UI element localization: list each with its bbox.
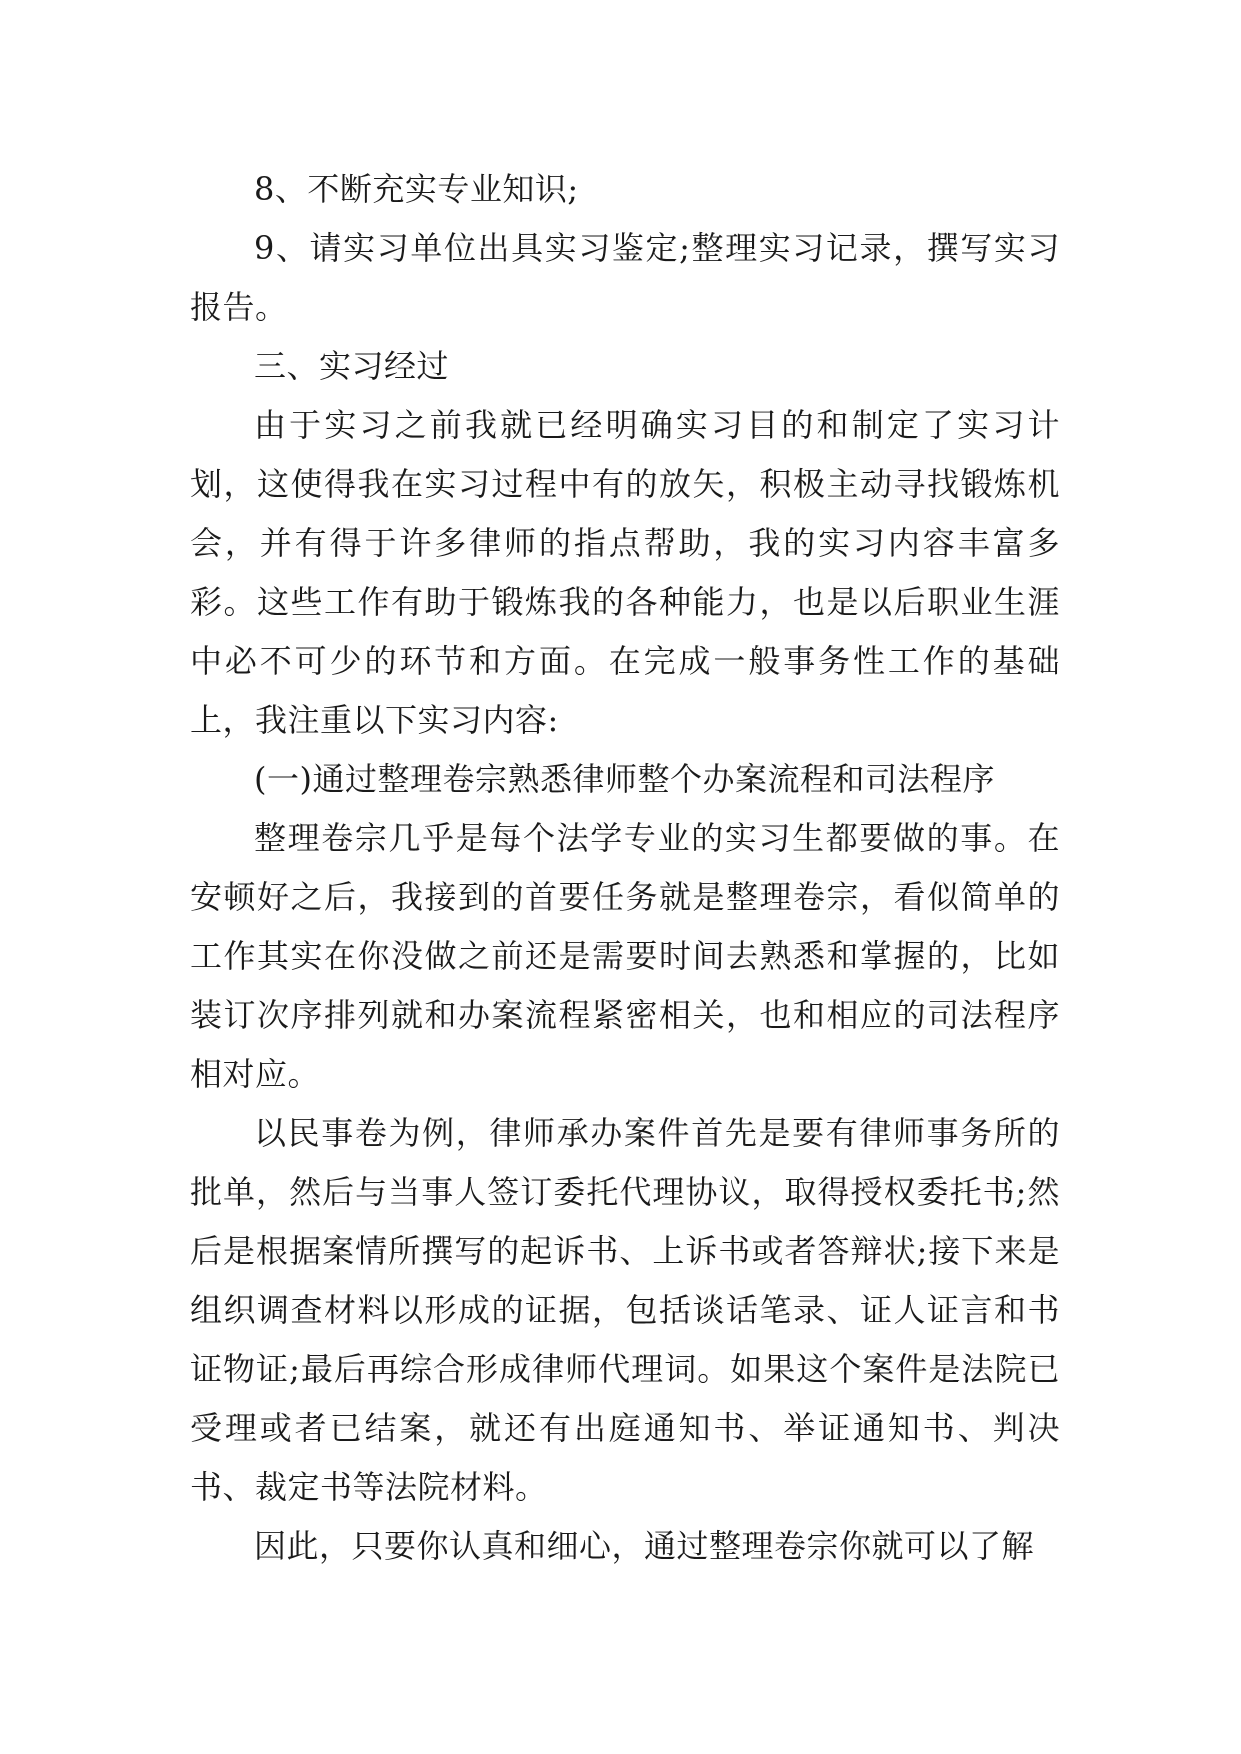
paragraph-case-files: 整理卷宗几乎是每个法学专业的实习生都要做的事。在安顿好之后，我接到的首要任务就是整理卷宗，看似简单的工作其实在你没做之前还是需要时间去熟悉和掌握的，比如装订次序排列就和办案流程紧密相关，也和相应的司法程序相对应。 [190, 819, 1060, 1093]
paragraph-conclusion-start: 因此，只要你认真和细心，通过整理卷宗你就可以了解 [254, 1527, 1035, 1565]
subheading-case-files: (一)通过整理卷宗熟悉律师整个办案流程和司法程序 [254, 760, 995, 798]
document-body [190, 160, 1060, 1576]
paragraph-civil-case-example: 以民事卷为例，律师承办案件首先是要有律师事务所的批单，然后与当事人签订委托代理协议，取得授权委托书;然后是根据案情所撰写的起诉书、上诉书或者答辩状;接下来是组织调查材料以形成的证据，包括谈话笔录、证人证言和书证物证;最后再综合形成律师代理词。如果这个案件是法院已受理或者已结案，就还有出庭通知书、举证通知书、判决书、裁定书等法院材料。 [190, 1114, 1060, 1506]
section-heading-internship-process: 三、实习经过 [254, 347, 450, 385]
paragraph-intro: 由于实习之前我就已经明确实习目的和制定了实习计划，这使得我在实习过程中有的放矢，积极主动寻找锻炼机会，并有得于许多律师的指点帮助，我的实习内容丰富多彩。这些工作有助于锻炼我的各种能力，也是以后职业生涯中必不可少的环节和方面。在完成一般事务性工作的基础上，我注重以下实习内容: [190, 406, 1060, 739]
paragraph-item-9: 9、请实习单位出具实习鉴定;整理实习记录，撰写实习报告。 [190, 229, 1060, 326]
paragraph-item-8: 8、不断充实专业知识; [254, 170, 579, 208]
